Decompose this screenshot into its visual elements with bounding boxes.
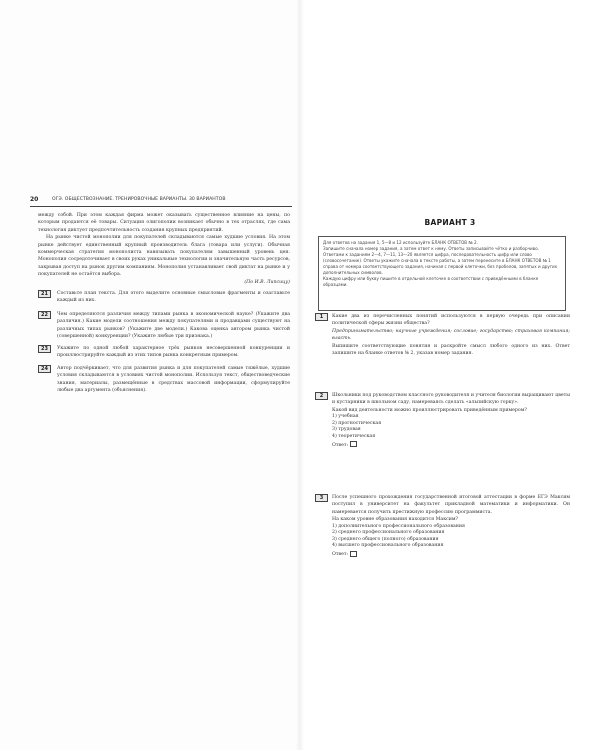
answer-option: 1) учебная <box>332 414 359 420</box>
answer-option: 2) прогностическая <box>332 420 382 426</box>
task-number-box: 21 <box>38 290 51 298</box>
task-text: Чем определяются различия между типами рынка в экономической науке? (Укажите два различия.) Какие модели соотношения между покупателями и продавцами существуют на различных типах рынков? (Укажите две модели.) Какова оценка автором рынка чистой (совершенной) конкуренции? (Укажите любые три признака.) <box>57 312 290 340</box>
task-2 <box>315 392 570 464</box>
task-number-box: 23 <box>38 345 51 353</box>
reading-passage <box>38 212 290 286</box>
answer-box[interactable] <box>350 551 357 557</box>
variant-title: ВАРИАНТ 3 <box>424 218 476 227</box>
book-gutter <box>296 0 304 750</box>
task-question-2: Какой вид деятельности можно проиллюстрировать приведённым примером? <box>332 407 527 413</box>
task-number-box: 1 <box>315 313 328 321</box>
task-instruction: Выпишите соответствующие понятия и раскройте смысл любого одного из них. Ответ запишите на бланке ответов № 2, указав номер задания. <box>332 343 570 357</box>
page-number: 20 <box>30 196 39 203</box>
task-terms: Предпринимательство; научные учреждения; сословие; государство; страховая компания; власть. <box>332 328 570 342</box>
task-22 <box>38 311 290 341</box>
task-1 <box>315 313 570 369</box>
task-question-2: На каком уровне образования находится Максим? <box>332 517 459 523</box>
right-page <box>300 0 600 750</box>
task-question: После успешного прохождения государственной итоговой аттестации в форме ЕГЭ Максим поступил в университет на факультет прикладной математики и информатики. Он намеревается получить престижную профессию программиста. <box>332 495 570 515</box>
task-3 <box>315 494 570 568</box>
task-question: Какие два из перечисленных понятий используются в первую очередь при описании политической сферы жизни общества? <box>332 314 570 327</box>
instruction-line: Ответами к заданиям 2—4, 7—11, 13—20 является цифра, последовательность цифр или слово (словосочетание). Ответы укажите сначала в тексте работы, а затем перенесите в БЛАНК ОТВЕТОВ № 1 справа от номера соответствующего задания, начиная с первой клеточки, без пробелов, запятых и других дополнительных символов. <box>323 252 558 275</box>
instructions-box <box>318 236 566 311</box>
running-head: ОГЭ. ОБЩЕСТВОЗНАНИЕ. ТРЕНИРОВОЧНЫЕ ВАРИАНТЫ. 30 ВАРИАНТОВ <box>52 196 226 202</box>
task-number-box: 3 <box>315 494 328 502</box>
answer-box[interactable] <box>350 441 357 447</box>
task-23 <box>38 345 290 361</box>
answer-option: 4) высшего профессионального образования <box>332 543 444 549</box>
instruction-line: Каждую цифру или букву пишите в отдельной клеточке в соответствии с приведёнными в бланке образцами. <box>323 276 539 287</box>
task-number-box: 24 <box>38 365 51 373</box>
passage-paragraph: между собой. При этом каждая фирма может оказывать существенное влияние на цены, по которым продаются её товары. Ситуация олигополии возникает обычно в тех отраслях, где сама технология диктует предпочтительность создания крупных предприятий. <box>38 213 290 233</box>
answer-option: 1) дополнительного профессионального образования <box>332 523 466 529</box>
passage-attribution: (По И.В. Липсицу) <box>244 279 290 285</box>
task-text: Составьте план текста. Для этого выделите основные смысловые фрагменты и озаглавьте каждый из них. <box>57 291 290 304</box>
page-header <box>30 196 292 206</box>
answer-option: 3) среднего общего (полного) образования <box>332 536 439 542</box>
answer-option: 3) трудовая <box>332 427 361 433</box>
task-text: Автор подчёркивает, что для развития рынка и для покупателей самые тяжёлые, худшие условия складываются в условиях чистой монополии. Используя текст, обществоведческие знания, материалы, размещённые в средствах массовой информации, сформулируйте любые два аргумента (объяснения). <box>57 366 290 394</box>
task-text <box>332 494 570 558</box>
task-number-box: 22 <box>38 311 51 319</box>
task-text: Укажите по одной любой характерное трёх рынков несовершенной конкуренции и проиллюстрируйте каждый из этих типов рынка конкретным примером. <box>57 346 290 359</box>
answer-option: 2) среднего профессионального образования <box>332 530 445 536</box>
instruction-line: Запишите сначала номер задания, а затем ответ к нему. Ответы записывайте чётко и разборчиво. <box>323 246 539 251</box>
passage-paragraph: На рынке чистой монополии для покупателей складываются самые худшие условия. На этом рынке действует единственный крупный производитель блага (товара или услуги). Обычная коммерческая стратегия монополиста навязывать покупателям завышенный уровень цен. Монополия сосредоточивает в своих руках уникальные технологии и значительную часть ресурсов, закрывая доступ на рынок другим компаниям. Монополия устанавливает свой диктат на рынке и у покупателей не остаётся выбора. <box>38 235 290 278</box>
task-text <box>332 392 570 449</box>
task-number-box: 2 <box>315 392 328 400</box>
task-21 <box>38 290 290 306</box>
header-rule <box>30 206 292 207</box>
instruction-line: Для ответов на задания 1, 5—8 и 12 используйте БЛАНК ОТВЕТОВ № 2. <box>323 240 478 245</box>
answer-option: 4) теоретическая <box>332 434 376 439</box>
task-question: Школьники под руководством классного руководителя и учителя биологии выращивают цветы и кустарники в школьном саду, намереваясь сделать «альпийскую горку». <box>332 393 571 406</box>
task-text <box>332 313 570 357</box>
answer-label: Ответ: <box>332 442 349 448</box>
answer-label: Ответ: <box>332 552 349 557</box>
task-24 <box>38 365 290 401</box>
